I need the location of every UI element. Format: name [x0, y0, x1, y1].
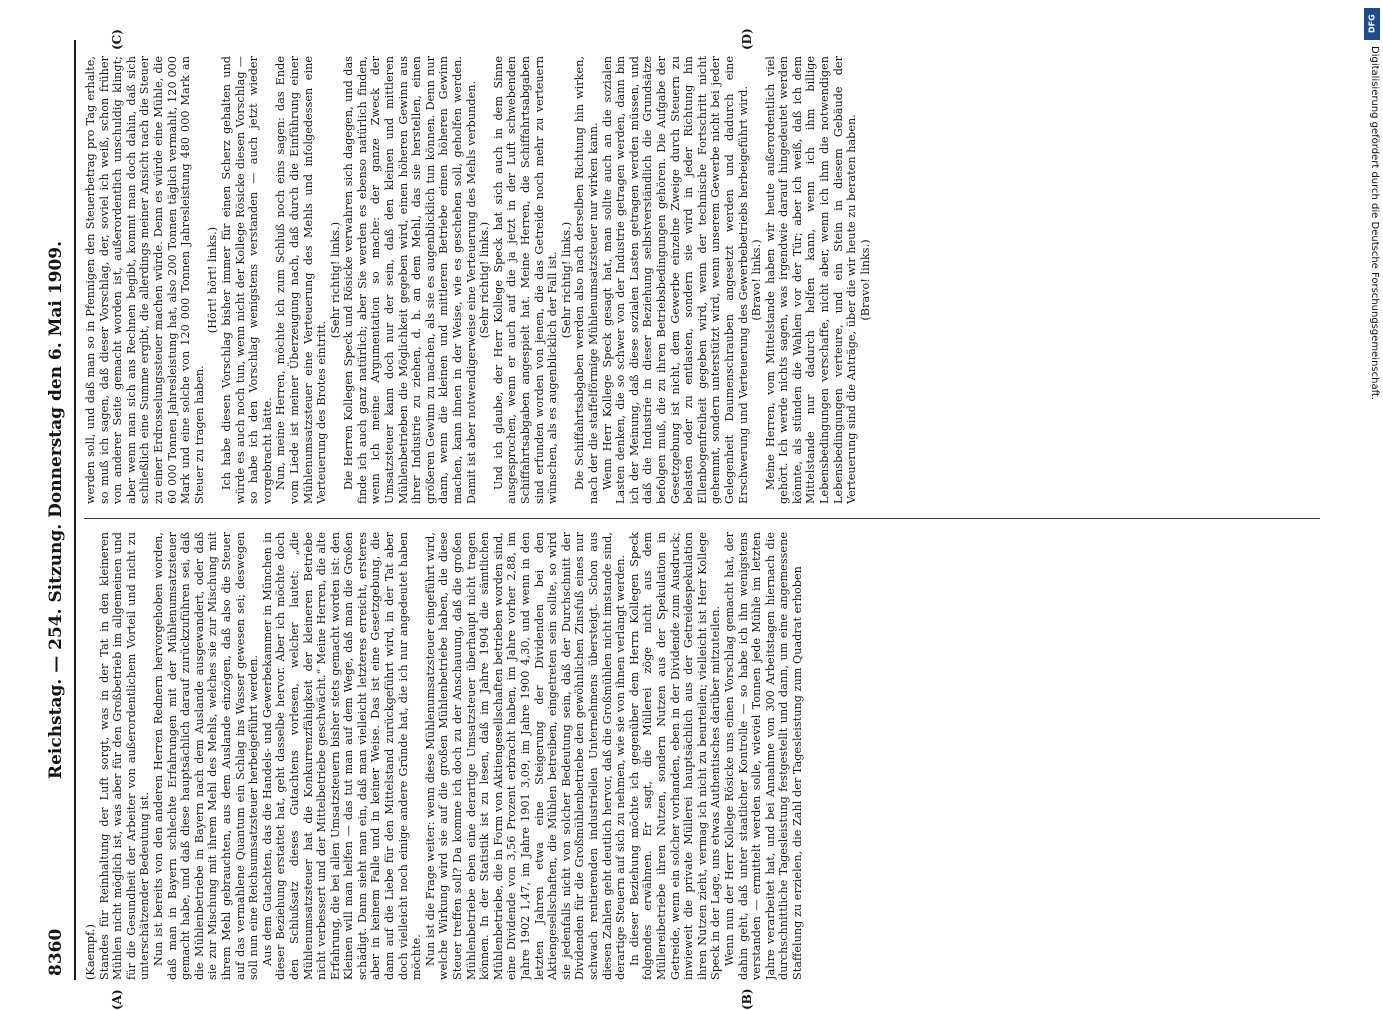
left-column [84, 532, 1324, 980]
speaker-name: (Kaempf.) [84, 532, 98, 980]
margin-marker-c: (C) [110, 29, 124, 50]
interjection: (Sehr richtig! links.) [560, 56, 574, 504]
paragraph: Nun ist bereits von den anderen Herren Rednern hervorgehoben worden, daß man in Bayern schlechte Erfahrungen mit der Mühlenumsatzsteuer gemacht habe, und daß diese hauptsächlich darauf zurückzuführen sei, daß die Mühlenbetriebe in Bayern nach dem Auslande ausgewandert, oder daß sie zur Mischung mit ihrem Mehl des Mehls, welches sie zur Mischung mit ihrem Mehl gebrauchten, aus dem Auslande einzögen, daß also die Steuer auf das vermahlene Quantum ein Schlag ins Wasser gewesen sei; deswegen soll nun eine Reichsumsatzsteuer herbeigeführt werden. [152, 532, 261, 980]
page-number: 8360 [46, 929, 66, 976]
paragraph: Aus dem Gutachten, das die Handels- und Gewerbekammer in München in dieser Beziehung erstattet hat, geht dasselbe hervor. Aber ich möchte doch den Schlußsatz dieses Gutachtens vorlesen, welcher lautet: „die Mühlenumsatzsteuer hat die Konkurrenzfähigkeit der kleineren Betriebe nicht verbessert und der Mittelbetriebe geschwächt.“ Meine Herren, die alte Erfahrung, die bei allen Umsatzsteuern bisher stets gemacht worden ist: den Kleinen will man helfen — das tut man auf dem Wege, daß man die Großen schädigt. Dann sieht man ein, daß man vielleicht letzteres erreicht, ersteres aber in keinem Falle und in keiner Weise. Das ist eine Gesetzgebung, die dann auf die Liebe für den Mittelstand zurückgeführt wird, in der Tat aber doch vielleicht noch einige andere Gründe hat, die ich nur angedeutet haben möchte. [261, 532, 424, 980]
dfg-logo: DFG [1364, 8, 1380, 40]
page-title: Reichstag. — 254. Sitzung. Donnerstag den 6. Mai 1909. [46, 40, 66, 980]
paragraph: Standes für Reinhaltung der Luft sorgt, was in der Tat in den kleineren Mühlen nicht möglich ist, was aber für den Großbetrieb im allgemeinen und für die Gesundheit der Arbeiter von außerordentlichem Vorteil und nicht zu unterschätzender Bedeutung ist. [98, 532, 152, 980]
interjection: (Bravo! links.) [859, 56, 873, 504]
margin-marker-d: (D) [740, 28, 754, 50]
margin-marker-b: (B) [740, 989, 754, 1010]
paragraph: Wenn nun der Herr Kollege Rösicke uns einen Vorschlag gemacht hat, der dahin geht, daß unter staatlicher Kontrolle — so habe ich ihn wenigstens verstanden — ermittelt werden solle, wieviel Tonnen jede Mühle im letzten Jahre verarbeitet hat, und bei Annahme von 300 Arbeitstagen hiernach die durchschnittliche Tagesleistung festgestellt und dann, um eine angemessene Staffelung zu erzielen, die Zahl der Tagesleistung zum Quadrat erhoben [723, 532, 805, 980]
document-page [40, 40, 1340, 980]
paragraph: Nun ist die Frage weiter: wenn diese Mühlenumsatzsteuer eingeführt wird, welche Wirkung wird sie auf die großen Mühlenbetriebe haben, die diese Steuer treffen soll? Da komme ich doch zu der Anschauung, daß die großen Mühlenbetriebe eben eine derartige Umsatzsteuer überhaupt nicht tragen können. In der Statistik ist zu lesen, daß im Jahre 1904 die sämtlichen Mühlenbetriebe, die in Form von Aktiengesellschaften betrieben worden sind, eine Dividende von 3,56 Prozent erbracht haben, im Jahre vorher 2,88, im Jahre 1902 1,47, im Jahre 1901 3,09, im Jahre 1900 4,30, und wenn in den letzten Jahren etwa eine Steigerung der Dividenden bei den Aktiengesellschaften, die Mühlen betreiben, eingetreten sein sollte, so wird sie jedenfalls nicht von solcher Bedeutung sein, daß der Durchschnitt der Dividenden für die Großmühlenbetriebe den gewöhnlichen Zinsfuß eines nur schwach rentierenden industriellen Unternehmens übersteigt. Schon aus diesen Zahlen geht deutlich hervor, daß die Großmühlen nicht imstande sind, derartige Steuern auf sich zu nehmen, wie sie von ihnen verlangt werden. [424, 532, 628, 980]
paragraph: Die Schiffahrtsabgaben werden also nach derselben Richtung hin wirken, nach der die staffelförmige Mühlenumsatzsteuer nur wirken kann. [573, 56, 600, 504]
paragraph: Ich habe diesen Vorschlag bisher immer für einen Scherz gehalten und würde es auch noch tun, wenn nicht der Kollege Rösicke diesen Vorschlag — so habe ich den Vorschlag wenigstens verstanden — auch jetzt wieder vorgebracht hätte. [220, 56, 274, 504]
paragraph: Nun, meine Herren, möchte ich zum Schluß noch eins sagen: das Ende vom Liede ist meiner Überzeugung nach, daß durch die Einführung einer Mühlenumsatzsteuer eine Verteuerung des Mehls und infolgedessen eine Verteuerung des Brotes eintritt. [274, 56, 328, 504]
paragraph: werden soll, und daß man so in Pfennigen den Steuerbetrag pro Tag erhalte, so muß ich sagen, daß dieser Vorschlag, der, soviel ich weiß, schon früher von anderer Seite gemacht worden ist, außerordentlich unschuldig klingt; aber wenn man sich ans Rechnen begibt, kommt man doch dahin, daß sich schließlich eine Summe ergibt, die allerdings meiner Ansicht nach die Steuer zu einer Erdrosselungssteuer machen würde. Denn es würde eine Mühle, die 60 000 Tonnen Jahresleistung hat, also 200 Tonnen täglich vermahlt, 120 000 Mark und eine solche von 120 000 Tonnen Jahresleistung 480 000 Mark an Steuer zu tragen haben. [84, 56, 206, 504]
interjection: (Hört! hört! links.) [206, 56, 220, 504]
paragraph: Meine Herren, vom Mittelstande haben wir heute außerordentlich viel gehört. Ich werde nichts sagen, was irgendwie darauf hingedeutet werden könnte, als stünden die Wahlen vor der Tür; aber ich weiß, daß ich dem Mittelstande nur dadurch helfen kann, wenn ich ihm billige Lebensbedingungen verschaffe, nicht aber, wenn ich ihm die notwendigen Lebensbedingungen verteure, und ein Stein in diesem Gebäude der Verteuerung sind die Anträge, über die wir heute zu beraten haben. [764, 56, 859, 504]
digitization-credit [1364, 8, 1380, 992]
paragraph: Wenn Herr Kollege Speck gesagt hat, man sollte auch an die sozialen Lasten denken, die so schwer von der Industrie getragen werden, dann bin ich der Meinung, daß diese sozialen Lasten getragen werden müssen, und daß die Industrie in dieser Beziehung selbstverständlich die Grundsätze befolgen muß, die zu ihren Betriebsbedingungen gehören. Die Aufgabe der Gesetzgebung ist nicht, dem Gewerbe einzelne Zweige durch Steuern zu belasten oder zu entlasten, sondern sie wird in jeder Richtung hin Ellenbogenfreiheit gegeben wird, wenn der technische Fortschritt nicht gehemmt, sondern unterstützt wird, wenn unserem Gewerbe nicht bei jeder Gelegenheit Daumenschrauben angesetzt werden und dadurch eine Erschwerung und Verteuerung des Gewerbebetriebs herbeigeführt wird. [601, 56, 751, 504]
right-column [84, 56, 1324, 504]
margin-marker-a: (A) [110, 989, 124, 1010]
page-header [40, 40, 76, 980]
credit-text: Digitalisierung gefördert durch die Deutsche Forschungsgemeinschaft. [1364, 46, 1380, 606]
column-divider [84, 518, 1320, 519]
interjection: (Sehr richtig! links.) [478, 56, 492, 504]
interjection: (Sehr richtig! links.) [329, 56, 343, 504]
paragraph: Und ich glaube, der Herr Kollege Speck hat sich auch in dem Sinne ausgesprochen, wenn er auch auf die ja jetzt in der Luft schwebenden Schiffahrtsabgaben angespielt hat. Meine Herren, die Schiffahrtsabgaben sind erfunden worden von jenen, die das Getreide noch mehr zu verteuern wünschen, als es augenblicklich der Fall ist. [492, 56, 560, 504]
paragraph: Die Herren Kollegen Speck und Rösicke verwahren sich dagegen, und das finde ich auch ganz natürlich; aber Sie werden es ebenso natürlich finden, wenn ich meine Argumentation so mache: der ganze Zweck der Umsatzsteuer kann doch nur der sein, daß den kleinen und mittleren Mühlenbetrieben die Möglichkeit gegeben wird, einen höheren Gewinn aus ihrer Industrie zu ziehen, d. h. an dem Mehl, das sie herstellen, einen größeren Gewinn zu machen, als sie es augenblicklich tun können. Denn nur dann, wenn die kleinen und mittleren Betriebe einen höheren Gewinn machen, kann ihnen in der Weise, wie es geschehen soll, geholfen werden. Damit ist aber notwendigerweise eine Verteuerung des Mehls verbunden. [342, 56, 478, 504]
paragraph: In dieser Beziehung möchte ich gegenüber dem Herrn Kollegen Speck folgendes erwähnen. Er sagt, die Müllerei zöge nicht aus dem Müllereibetriebe ihren Nutzen, sondern Nutzen aus der Spekulation in Getreide, wenn ein solcher vorhanden, eben in der Dividende zum Ausdruck; inwieweit die private Müllerei hauptsächlich aus der Getreidespekulation ihren Nutzen zieht, vermag ich nicht zu beurteilen; vielleicht ist Herr Kollege Speck in der Lage, uns etwas Authentisches darüber mitzuteilen. [628, 532, 723, 980]
interjection: (Bravo! links.) [750, 56, 764, 504]
